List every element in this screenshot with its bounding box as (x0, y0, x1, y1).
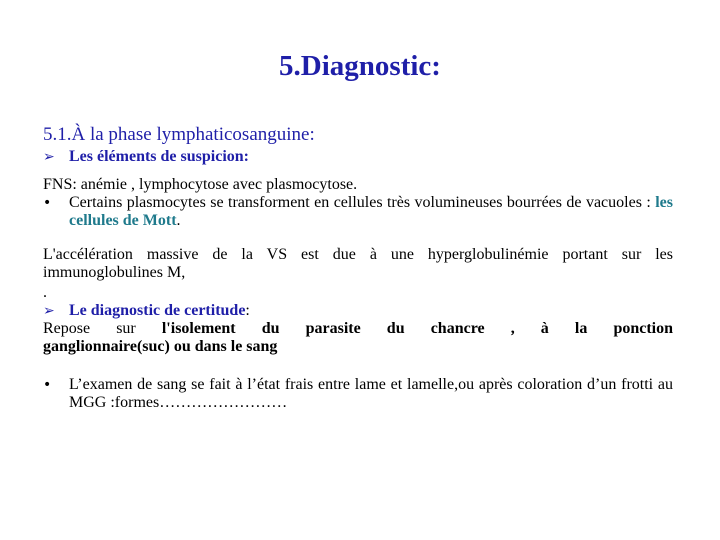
round-bullet-icon: • (43, 195, 52, 211)
repose-line-2: ganglionnaire(suc) ou dans le sang (43, 338, 278, 355)
certitude-heading-line (43, 302, 673, 320)
slide-content (43, 124, 673, 412)
arrowhead-bullet-icon: ➢ (43, 149, 55, 165)
bullet-mott-end: . (176, 212, 181, 229)
suspicion-heading-line (43, 148, 673, 166)
slide-title: 5.Diagnostic: (279, 50, 441, 82)
subheading: 5.1.À la phase lymphaticosanguine: (43, 124, 315, 145)
certitude-colon: : (245, 302, 250, 319)
round-bullet-icon: • (43, 377, 52, 393)
vs-paragraph: L'accélération massive de la VS est due à une hyperglobulinémie portant sur les immunoglobulines M, (43, 246, 673, 281)
dot-line: . (43, 284, 47, 301)
repose-line-1 (43, 320, 673, 338)
certitude-heading: Le diagnostic de certitude (69, 302, 246, 319)
bullet-blood-exam (43, 376, 673, 412)
repose-prefix: Repose sur (43, 320, 162, 337)
fns-line: FNS: anémie , lymphocytose avec plasmocytose. (43, 176, 358, 193)
bullet-mott-body: Certains plasmocytes se transforment en cellules très volumineuses bourrées de vacuoles : (69, 194, 656, 211)
bullet-mott (43, 194, 673, 230)
mott-cells-highlight: les cellules de Mott (69, 194, 673, 229)
bullet-mott-text (69, 194, 673, 230)
repose-bold-1: l'isolement du parasite du chancre , à la ponction (161, 320, 674, 337)
suspicion-heading: Les éléments de suspicion: (69, 148, 249, 165)
bullet-blood-exam-text: L’examen de sang se fait à l’état frais entre lame et lamelle,ou après coloration d’un frotti au MGG :formes…………………… (69, 376, 673, 411)
certitude-heading-text (69, 302, 250, 320)
arrowhead-bullet-icon: ➢ (43, 303, 55, 319)
